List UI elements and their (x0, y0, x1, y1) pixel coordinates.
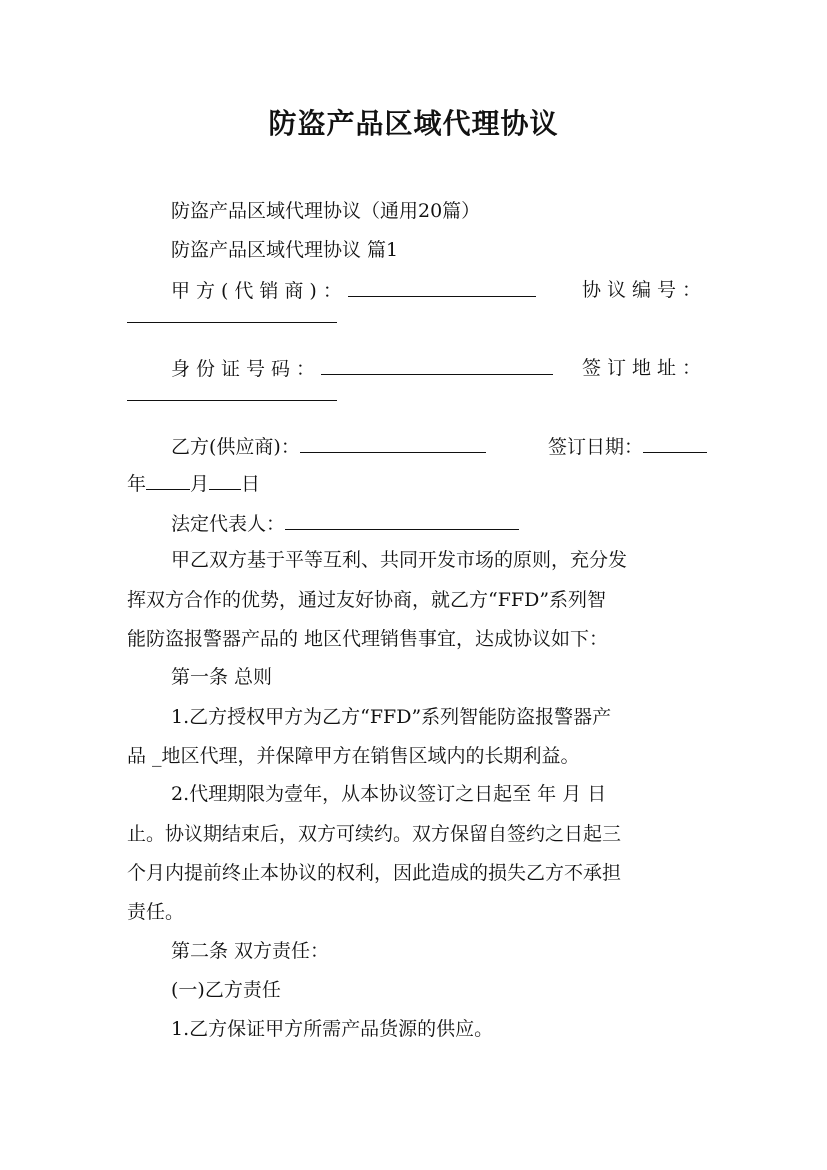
article-1-p2-line-3: 个月内提前终止本协议的权利，因此造成的损失乙方不承担 (127, 862, 622, 884)
date-year-label: 年 (127, 473, 147, 495)
article-1-p2-line-4: 责任。 (127, 901, 185, 923)
date-day-label: 日 (241, 473, 261, 495)
document-subtitle: 防盗产品区域代理协议（通用20篇） (171, 200, 481, 222)
party-b-blank (300, 434, 486, 453)
id-number-label: 身份证号码： (171, 358, 322, 380)
article-2-heading: 第二条 双方责任： (171, 940, 330, 962)
sign-date-row (127, 471, 707, 496)
intro-line-1: 甲乙双方基于平等互利、共同开发市场的原则，充分发 (171, 549, 628, 571)
article-1-p2-line-2: 止。协议期结束后，双方可续约。双方保留自签约之日起三 (127, 823, 622, 845)
party-a-blank (348, 278, 536, 297)
party-b-row (171, 434, 707, 459)
agreement-no-label: 协议编号： (581, 279, 707, 301)
section-b-heading: (一)乙方责任 (171, 979, 281, 1001)
party-b-label: 乙方(供应商)： (171, 436, 300, 458)
article-1-p1-line-1: 1.乙方授权甲方为乙方“FFD”系列智能防盗报警器产 (171, 706, 612, 728)
document-title: 防盗产品区域代理协议 (268, 107, 559, 140)
sign-place-blank-row (127, 390, 707, 401)
id-number-row (171, 356, 707, 381)
id-number-blank (321, 356, 553, 375)
sign-date-year-blank (643, 434, 707, 453)
legal-rep-blank (285, 511, 519, 530)
date-day-blank (209, 471, 241, 490)
legal-rep-label: 法定代表人： (171, 513, 286, 535)
article-1-heading: 第一条 总则 (171, 666, 273, 688)
party-a-label: 甲方(代销商)： (171, 280, 348, 302)
agreement-no-blank (127, 312, 337, 323)
sign-place-label: 签订地址： (581, 357, 707, 379)
party-a-row (171, 278, 707, 303)
agreement-no-blank-row (127, 312, 707, 323)
date-month-label: 月 (190, 473, 210, 495)
date-month-blank (146, 471, 190, 490)
intro-line-3: 能防盗报警器产品的 地区代理销售事宜，达成协议如下： (127, 628, 609, 650)
chapter-heading: 防盗产品区域代理协议 篇1 (171, 239, 399, 261)
sign-date-label: 签订日期： (547, 436, 643, 458)
article-1-p2-line-1: 2.代理期限为壹年，从本协议签订之日起至 年 月 日 (171, 783, 607, 805)
article-1-p1-line-2: 品 _地区代理，并保障甲方在销售区域内的长期利益。 (127, 745, 580, 767)
section-b-p1: 1.乙方保证甲方所需产品货源的供应。 (171, 1018, 494, 1040)
sign-place-blank (127, 390, 337, 401)
intro-line-2: 挥双方合作的优势，通过友好协商，就乙方“FFD”系列智 (127, 589, 607, 611)
legal-rep-row (171, 511, 707, 536)
